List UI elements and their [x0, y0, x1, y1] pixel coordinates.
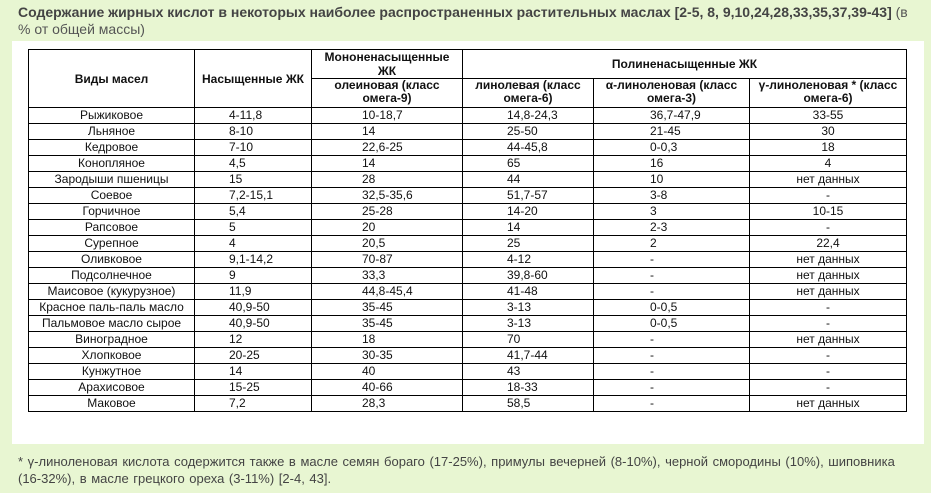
- gamma-linolenic-cell: 22,4: [750, 236, 907, 252]
- alpha-linolenic-cell: 10: [594, 172, 750, 188]
- linoleic-cell: 39,8-60: [463, 268, 594, 284]
- saturated-cell: 15-25: [195, 380, 312, 396]
- oleic-cell: 40: [312, 364, 463, 380]
- saturated-cell: 7-10: [195, 140, 312, 156]
- table-row: [29, 220, 907, 236]
- header-saturated: Насыщенные ЖК: [195, 50, 312, 108]
- saturated-cell: 4-11,8: [195, 108, 312, 124]
- table-sheet: [12, 41, 924, 444]
- gamma-linolenic-cell: 4: [750, 156, 907, 172]
- table-row: [29, 316, 907, 332]
- linoleic-cell: 41,7-44: [463, 348, 594, 364]
- linoleic-cell: 4-12: [463, 252, 594, 268]
- linoleic-cell: 25-50: [463, 124, 594, 140]
- gamma-linolenic-cell: -: [750, 188, 907, 204]
- oleic-cell: 22,6-25: [312, 140, 463, 156]
- alpha-linolenic-cell: 0-0,5: [594, 316, 750, 332]
- alpha-linolenic-cell: 36,7-47,9: [594, 108, 750, 124]
- gamma-linolenic-cell: нет данных: [750, 268, 907, 284]
- oil-name-cell: Льняное: [29, 124, 195, 140]
- oleic-cell: 10-18,7: [312, 108, 463, 124]
- table-row: [29, 188, 907, 204]
- table-row: [29, 300, 907, 316]
- linoleic-cell: 43: [463, 364, 594, 380]
- oil-name-cell: Кунжутное: [29, 364, 195, 380]
- linoleic-cell: 14,8-24,3: [463, 108, 594, 124]
- linoleic-cell: 44-45,8: [463, 140, 594, 156]
- saturated-cell: 4,5: [195, 156, 312, 172]
- page-caption: [18, 4, 918, 38]
- oleic-cell: 40-66: [312, 380, 463, 396]
- oleic-cell: 44,8-45,4: [312, 284, 463, 300]
- gamma-linolenic-cell: -: [750, 364, 907, 380]
- saturated-cell: 8-10: [195, 124, 312, 140]
- header-linoleic: линолевая (класс омега-6): [463, 79, 594, 108]
- saturated-cell: 7,2-15,1: [195, 188, 312, 204]
- table-row: [29, 364, 907, 380]
- alpha-linolenic-cell: -: [594, 268, 750, 284]
- alpha-linolenic-cell: 2-3: [594, 220, 750, 236]
- gamma-linolenic-cell: -: [750, 380, 907, 396]
- oil-name-cell: Рыжиковое: [29, 108, 195, 124]
- saturated-cell: 5,4: [195, 204, 312, 220]
- header-oleic: олеиновая (класс омега-9): [312, 79, 463, 108]
- oleic-cell: 28,3: [312, 396, 463, 412]
- saturated-cell: 9,1-14,2: [195, 252, 312, 268]
- oil-name-cell: Сурепное: [29, 236, 195, 252]
- oleic-cell: 30-35: [312, 348, 463, 364]
- table-row: [29, 156, 907, 172]
- oleic-cell: 33,3: [312, 268, 463, 284]
- gamma-linolenic-cell: нет данных: [750, 252, 907, 268]
- saturated-cell: 11,9: [195, 284, 312, 300]
- linoleic-cell: 14: [463, 220, 594, 236]
- gamma-linolenic-cell: нет данных: [750, 396, 907, 412]
- saturated-cell: 20-25: [195, 348, 312, 364]
- oil-name-cell: Рапсовое: [29, 220, 195, 236]
- alpha-linolenic-cell: 3-8: [594, 188, 750, 204]
- alpha-linolenic-cell: 3: [594, 204, 750, 220]
- oil-name-cell: Маковое: [29, 396, 195, 412]
- saturated-cell: 14: [195, 364, 312, 380]
- gamma-linolenic-cell: 18: [750, 140, 907, 156]
- alpha-linolenic-cell: 0-0,5: [594, 300, 750, 316]
- oleic-cell: 35-45: [312, 316, 463, 332]
- alpha-linolenic-cell: 21-45: [594, 124, 750, 140]
- gamma-linolenic-cell: -: [750, 316, 907, 332]
- caption-suffix: (в % от общей массы): [18, 4, 908, 37]
- oleic-cell: 14: [312, 156, 463, 172]
- oleic-cell: 35-45: [312, 300, 463, 316]
- oleic-cell: 18: [312, 332, 463, 348]
- linoleic-cell: 3-13: [463, 300, 594, 316]
- oleic-cell: 20: [312, 220, 463, 236]
- saturated-cell: 40,9-50: [195, 316, 312, 332]
- fatty-acids-table: [28, 49, 907, 412]
- table-row: [29, 124, 907, 140]
- linoleic-cell: 25: [463, 236, 594, 252]
- oil-name-cell: Кедровое: [29, 140, 195, 156]
- table-row: [29, 252, 907, 268]
- table-row: [29, 268, 907, 284]
- oil-name-cell: Соевое: [29, 188, 195, 204]
- header-oil-type: Виды масел: [29, 50, 195, 108]
- linoleic-cell: 44: [463, 172, 594, 188]
- alpha-linolenic-cell: -: [594, 380, 750, 396]
- alpha-linolenic-cell: -: [594, 364, 750, 380]
- header-monounsaturated: Мононенасыщенные ЖК: [312, 50, 463, 79]
- linoleic-cell: 41-48: [463, 284, 594, 300]
- alpha-linolenic-cell: -: [594, 252, 750, 268]
- linoleic-cell: 51,7-57: [463, 188, 594, 204]
- saturated-cell: 12: [195, 332, 312, 348]
- table-row: [29, 284, 907, 300]
- header-polyunsaturated: Полиненасыщенные ЖК: [463, 50, 907, 79]
- oleic-cell: 14: [312, 124, 463, 140]
- oil-name-cell: Маисовое (кукурузное): [29, 284, 195, 300]
- table-body: [29, 108, 907, 412]
- saturated-cell: 15: [195, 172, 312, 188]
- linoleic-cell: 65: [463, 156, 594, 172]
- caption-title: Содержание жирных кислот в некоторых наиболее распространенных растительных маслах [2-5, 8, 9,10,24,28,33,35,37,39-43]: [18, 4, 892, 20]
- gamma-linolenic-cell: нет данных: [750, 172, 907, 188]
- oil-name-cell: Оливковое: [29, 252, 195, 268]
- table-row: [29, 396, 907, 412]
- alpha-linolenic-cell: 0-0,3: [594, 140, 750, 156]
- oleic-cell: 70-87: [312, 252, 463, 268]
- saturated-cell: 9: [195, 268, 312, 284]
- gamma-linolenic-cell: -: [750, 300, 907, 316]
- oil-name-cell: Горчичное: [29, 204, 195, 220]
- footnote: * γ-линоленовая кислота содержится также в масле семян бораго (17-25%), примулы вечерней (8-10%), черной смородины (10%), шиповника (16-32%), в масле грецкого ореха (3-11%) [2-4, 43].: [18, 454, 895, 486]
- linoleic-cell: 70: [463, 332, 594, 348]
- linoleic-cell: 14-20: [463, 204, 594, 220]
- oil-name-cell: Конопляное: [29, 156, 195, 172]
- oil-name-cell: Хлопковое: [29, 348, 195, 364]
- gamma-linolenic-cell: 33-55: [750, 108, 907, 124]
- oleic-cell: 28: [312, 172, 463, 188]
- gamma-linolenic-cell: 30: [750, 124, 907, 140]
- saturated-cell: 5: [195, 220, 312, 236]
- saturated-cell: 40,9-50: [195, 300, 312, 316]
- linoleic-cell: 18-33: [463, 380, 594, 396]
- alpha-linolenic-cell: -: [594, 284, 750, 300]
- alpha-linolenic-cell: -: [594, 332, 750, 348]
- oil-name-cell: Подсолнечное: [29, 268, 195, 284]
- alpha-linolenic-cell: 16: [594, 156, 750, 172]
- table-row: [29, 380, 907, 396]
- gamma-linolenic-cell: нет данных: [750, 332, 907, 348]
- oil-name-cell: Красное паль-паль масло: [29, 300, 195, 316]
- table-row: [29, 140, 907, 156]
- oleic-cell: 20,5: [312, 236, 463, 252]
- linoleic-cell: 58,5: [463, 396, 594, 412]
- oil-name-cell: Пальмовое масло сырое: [29, 316, 195, 332]
- linoleic-cell: 3-13: [463, 316, 594, 332]
- oleic-cell: 32,5-35,6: [312, 188, 463, 204]
- oil-name-cell: Зародыши пшеницы: [29, 172, 195, 188]
- oil-name-cell: Арахисовое: [29, 380, 195, 396]
- saturated-cell: 7,2: [195, 396, 312, 412]
- saturated-cell: 4: [195, 236, 312, 252]
- gamma-linolenic-cell: 10-15: [750, 204, 907, 220]
- oil-name-cell: Виноградное: [29, 332, 195, 348]
- gamma-linolenic-cell: -: [750, 220, 907, 236]
- table-row: [29, 348, 907, 364]
- alpha-linolenic-cell: -: [594, 396, 750, 412]
- oleic-cell: 25-28: [312, 204, 463, 220]
- table-row: [29, 236, 907, 252]
- alpha-linolenic-cell: 2: [594, 236, 750, 252]
- header-alpha-linolenic: α-линоленовая (класс омега-3): [594, 79, 750, 108]
- table-row: [29, 172, 907, 188]
- gamma-linolenic-cell: нет данных: [750, 284, 907, 300]
- table-row: [29, 108, 907, 124]
- table-row: [29, 332, 907, 348]
- table-row: [29, 204, 907, 220]
- alpha-linolenic-cell: -: [594, 348, 750, 364]
- header-gamma-linolenic: γ-линоленовая * (класс омега-6): [750, 79, 907, 108]
- gamma-linolenic-cell: -: [750, 348, 907, 364]
